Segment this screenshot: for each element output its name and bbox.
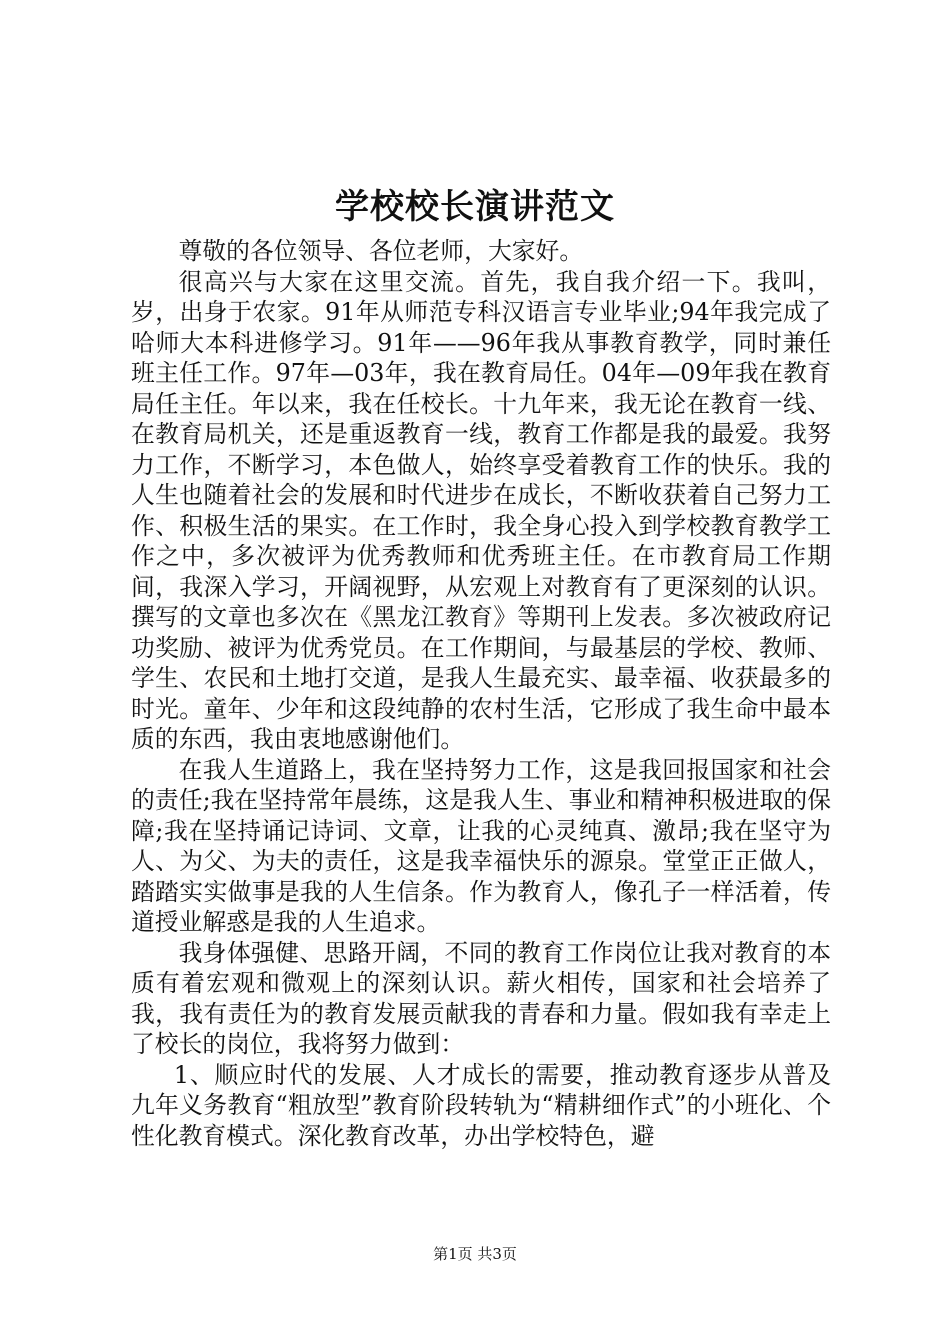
document-title: 学校校长演讲范文: [335, 187, 615, 227]
paragraph-introduction: 很高兴与大家在这里交流。首先，我自我介绍一下。我叫，岁，出身于农家。91年从师范专科汉语言专业毕业;94年我完成了哈师大本科进修学习。91年——96年我从事教育教学，同时兼任班主任工作。97年—03年，我在教育局任。04年—09年我在教育局任主任。年以来，我在任校长。十九年来，我无论在教育一线、在教育局机关，还是重返教育一线，教育工作都是我的最爱。我努力工作，不断学习，本色做人，始终享受着教育工作的快乐。我的人生也随着社会的发展和时代进步在成长，不断收获着自己努力工作、积极生活的果实。在工作时，我全身心投入到学校教育教学工作之中，多次被评为优秀教师和优秀班主任。在市教育局工作期间，我深入学习，开阔视野，从宏观上对教育有了更深刻的认识。撰写的文章也多次在《黑龙江教育》等期刊上发表。多次被政府记功奖励、被评为优秀党员。在工作期间，与最基层的学校、教师、学生、农民和土地打交道，是我人生最充实、最幸福、收获最多的时光。童年、少年和这段纯静的农村生活，它形成了我生命中最本质的东西，我由衷地感谢他们。: [131, 267, 831, 753]
paragraph-life-path: 在我人生道路上，我在坚持努力工作，这是我回报国家和社会的责任;我在坚持常年晨练，这是我人生、事业和精神积极进取的保障;我在坚持诵记诗词、文章，让我的心灵纯真、激昂;我在坚守为人、为父、为夫的责任，这是我幸福快乐的源泉。堂堂正正做人，踏踏实实做事是我的人生信条。作为教育人，像孔子一样活着，传道授业解惑是我的人生追求。: [131, 755, 831, 936]
paragraph-commitment: 我身体强健、思路开阔，不同的教育工作岗位让我对教育的本质有着宏观和微观上的深刻认识。薪火相传，国家和社会培养了我，我有责任为的教育发展贡献我的青春和力量。假如我有幸走上了校长的岗位，我将努力做到：: [131, 938, 831, 1058]
paragraph-greeting: 尊敬的各位领导、各位老师，大家好。: [178, 237, 584, 265]
paragraph-item-1: 1、顺应时代的发展、人才成长的需要，推动教育逐步从普及九年义务教育“粗放型”教育阶段转轨为“精耕细作式”的小班化、个性化教育模式。深化教育改革，办出学校特色，避: [131, 1060, 831, 1150]
page-number-footer: 第1页 共3页: [433, 1245, 517, 1263]
document-body: [131, 236, 831, 1151]
